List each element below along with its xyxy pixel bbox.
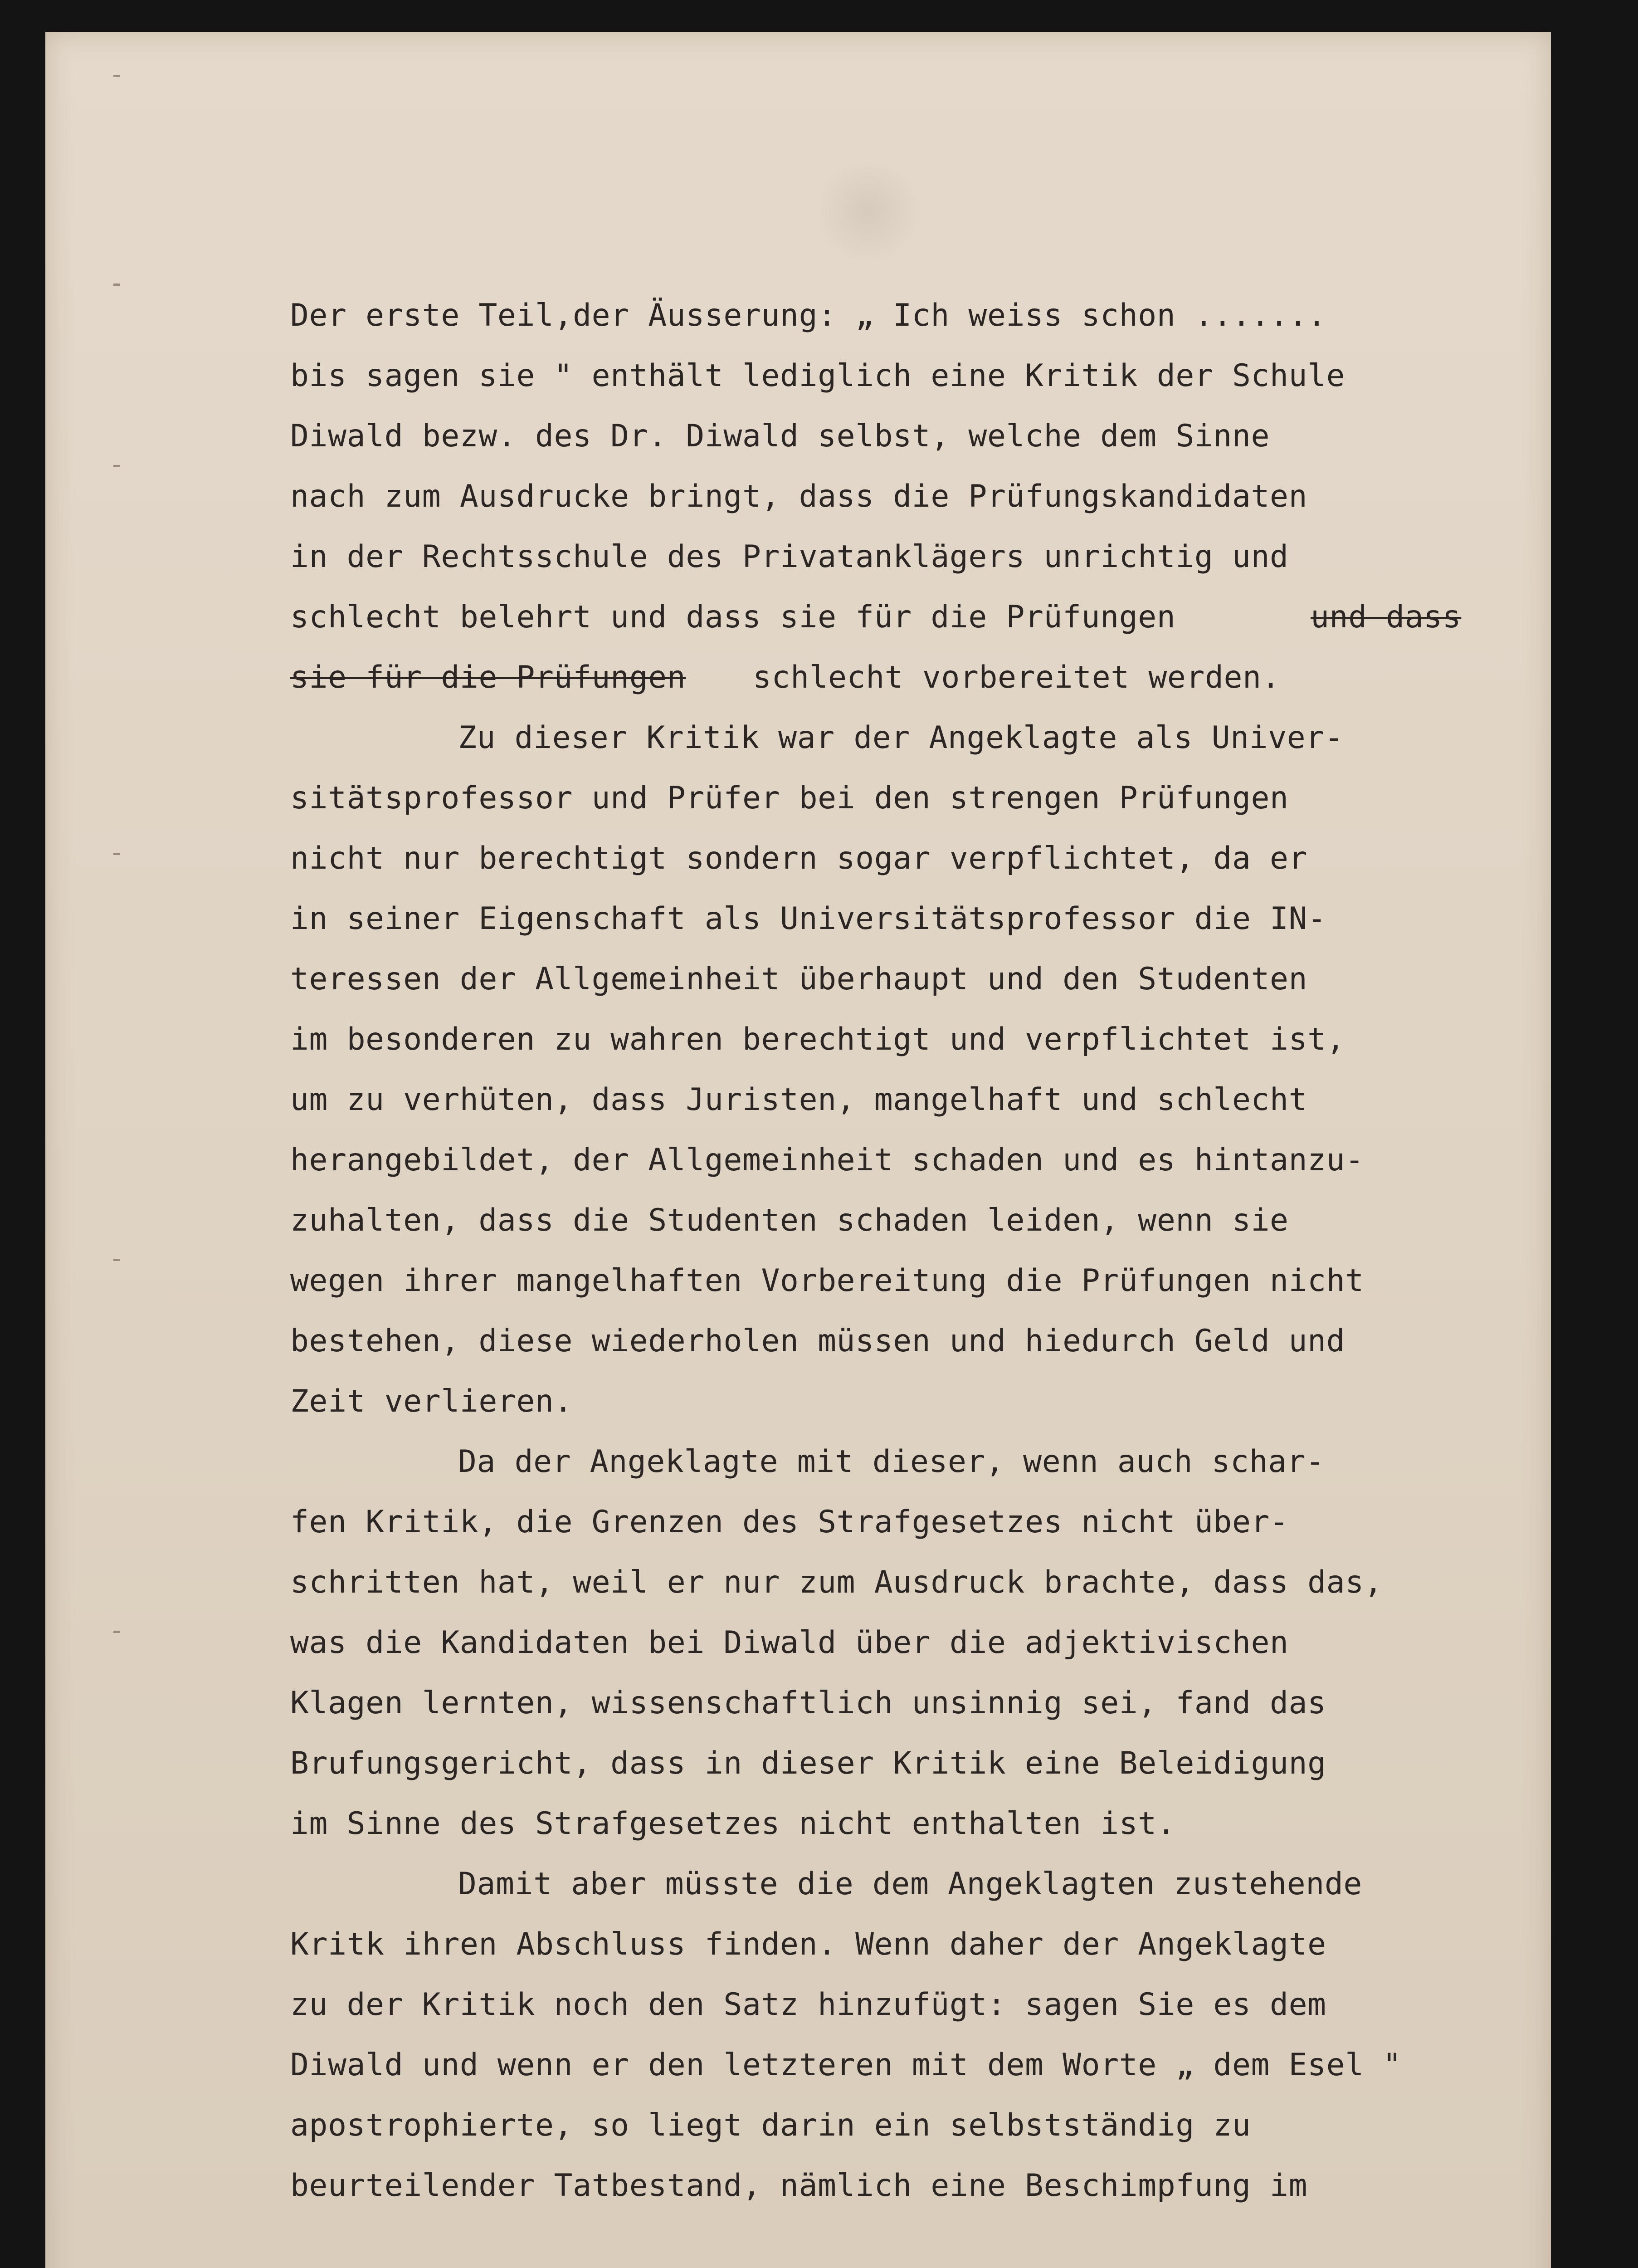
- text-line: nach zum Ausdrucke bringt, dass die Prüfungskandidaten: [290, 479, 1308, 514]
- text-line: beurteilender Tatbestand, nämlich eine Beschimpfung im: [290, 2168, 1308, 2204]
- text-line: in der Rechtsschule des Privatanklägers unrichtig und: [290, 539, 1289, 575]
- text-line: schlecht belehrt und dass sie für die Prüfungen: [290, 599, 1176, 635]
- text-line: herangebildet, der Allgemeinheit schaden und es hintanzu-: [290, 1142, 1364, 1178]
- text-line: Kritk ihren Abschluss finden. Wenn daher der Angeklagte: [290, 1926, 1326, 1962]
- text-line: in seiner Eigenschaft als Universitätsprofessor die IN-: [290, 901, 1326, 937]
- paragraph-start-line: Da der Angeklagte mit dieser, wenn auch schar-: [458, 1444, 1325, 1480]
- margin-mark: [113, 1259, 120, 1261]
- text-line: bestehen, diese wiederholen müssen und hiedurch Geld und: [290, 1323, 1346, 1359]
- paragraph-start-line: Zu dieser Kritik war der Angeklagte als Univer-: [458, 720, 1344, 756]
- text-line: im Sinne des Strafgesetzes nicht enthalten ist.: [290, 1806, 1176, 1842]
- margin-mark: [113, 75, 120, 77]
- paragraph-start-line: Damit aber müsste die dem Angeklagten zustehende: [458, 1866, 1362, 1902]
- document-page: [45, 32, 1551, 2268]
- text-line: Der erste Teil,der Äusserung: „ Ich weiss schon .......: [290, 298, 1326, 333]
- margin-mark: [113, 465, 120, 467]
- text-line: was die Kandidaten bei Diwald über die adjektivischen: [290, 1625, 1289, 1661]
- text-line: schritten hat, weil er nur zum Ausdruck brachte, dass das,: [290, 1564, 1383, 1600]
- text-line: fen Kritik, die Grenzen des Strafgesetzes nicht über-: [290, 1504, 1289, 1540]
- text-line: zuhalten, dass die Studenten schaden leiden, wenn sie: [290, 1202, 1289, 1238]
- text-line: sitätsprofessor und Prüfer bei den strengen Prüfungen: [290, 780, 1289, 816]
- text-line: Diwald bezw. des Dr. Diwald selbst, welche dem Sinne: [290, 418, 1270, 454]
- margin-mark: [113, 853, 120, 855]
- text-line: Diwald und wenn er den letzteren mit dem Worte „ dem Esel ": [290, 2047, 1402, 2083]
- text-line: um zu verhüten, dass Juristen, mangelhaft und schlecht: [290, 1082, 1308, 1118]
- text-line: Klagen lernten, wissenschaftlich unsinnig sei, fand das: [290, 1685, 1326, 1721]
- struck-text: und dass: [1311, 599, 1462, 635]
- text-line: bis sagen sie " enthält lediglich eine Kritik der Schule: [290, 358, 1346, 394]
- text-line: wegen ihrer mangelhaften Vorbereitung die Prüfungen nicht: [290, 1263, 1364, 1299]
- margin-mark: [113, 284, 120, 286]
- text-line: nicht nur berechtigt sondern sogar verpflichtet, da er: [290, 841, 1308, 876]
- text-line: schlecht vorbereitet werden.: [753, 660, 1281, 695]
- margin-mark: [113, 1631, 120, 1633]
- text-line: Zeit verlieren.: [290, 1383, 573, 1419]
- text-line: apostrophierte, so liegt darin ein selbstständig zu: [290, 2107, 1251, 2143]
- text-line: im besonderen zu wahren berechtigt und verpflichtet ist,: [290, 1022, 1346, 1057]
- struck-text: sie für die Prüfungen: [290, 660, 686, 695]
- text-line: Brufungsgericht, dass in dieser Kritik eine Beleidigung: [290, 1745, 1326, 1781]
- text-line: zu der Kritik noch den Satz hinzufügt: sagen Sie es dem: [290, 1987, 1326, 2023]
- faded-stamp-mark: [816, 159, 921, 263]
- text-line: teressen der Allgemeinheit überhaupt und den Studenten: [290, 961, 1308, 997]
